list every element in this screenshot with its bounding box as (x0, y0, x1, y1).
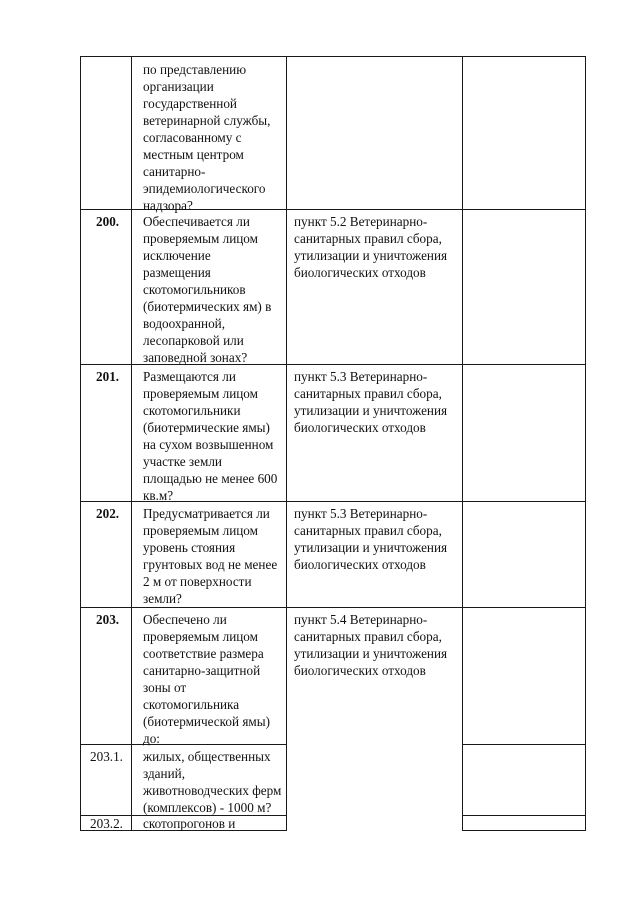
item-number: 203. (96, 612, 120, 627)
table-left-border (80, 56, 81, 831)
question-cell: Обеспечено ли проверяемым лицом соответствие размера санитарно-защитной зоны от скотомогильника (биотермической ямы) до: (143, 612, 271, 746)
reference-cell: пункт 5.4 Ветеринарно- санитарных правил сбора, утилизации и уничтожения биологических отходов (294, 612, 448, 678)
column-divider-number (131, 56, 132, 831)
table-top-border (80, 56, 586, 57)
item-number: 201. (96, 369, 120, 384)
subitem-number: 203.1. (90, 749, 123, 764)
question-cell: Обеспечивается ли проверяемым лицом исключение размещения скотомогильников (биотермических ям) в водоохранной, лесопарковой или заповедной зонах? (143, 214, 272, 365)
column-divider-question (286, 56, 287, 831)
table-bottom-border (462, 830, 586, 831)
row-border (462, 744, 586, 745)
reference-cell: пункт 5.2 Ветеринарно- санитарных правил сбора, утилизации и уничтожения биологических отходов (294, 214, 448, 280)
question-cell: Размещаются ли проверяемым лицом скотомогильники (биотермические ямы) на сухом возвышенном участке земли площадью не менее 600 кв.м? (143, 369, 278, 503)
item-number: 200. (96, 214, 120, 229)
question-cell: скотопрогонов и (143, 816, 236, 831)
column-divider-reference (462, 56, 463, 831)
row-border (462, 815, 586, 816)
subitem-number: 203.2. (90, 816, 123, 831)
question-cell: Предусматривается ли проверяемым лицом уровень стояния грунтовых вод не менее 2 м от поверхности земли? (143, 506, 278, 606)
row-border (80, 607, 586, 608)
question-cell: жилых, общественных зданий, животноводческих ферм (комплексов) - 1000 м? (143, 749, 282, 815)
item-number: 202. (96, 506, 120, 521)
question-cell: по представлению организации государственной ветеринарной службы, согласованному с местным центром санитарно- эпидемиологического надзора? (143, 62, 271, 213)
reference-cell: пункт 5.3 Ветеринарно- санитарных правил сбора, утилизации и уничтожения биологических отходов (294, 506, 448, 572)
reference-cell: пункт 5.3 Ветеринарно- санитарных правил сбора, утилизации и уничтожения биологических отходов (294, 369, 448, 435)
table-right-border (585, 56, 586, 831)
